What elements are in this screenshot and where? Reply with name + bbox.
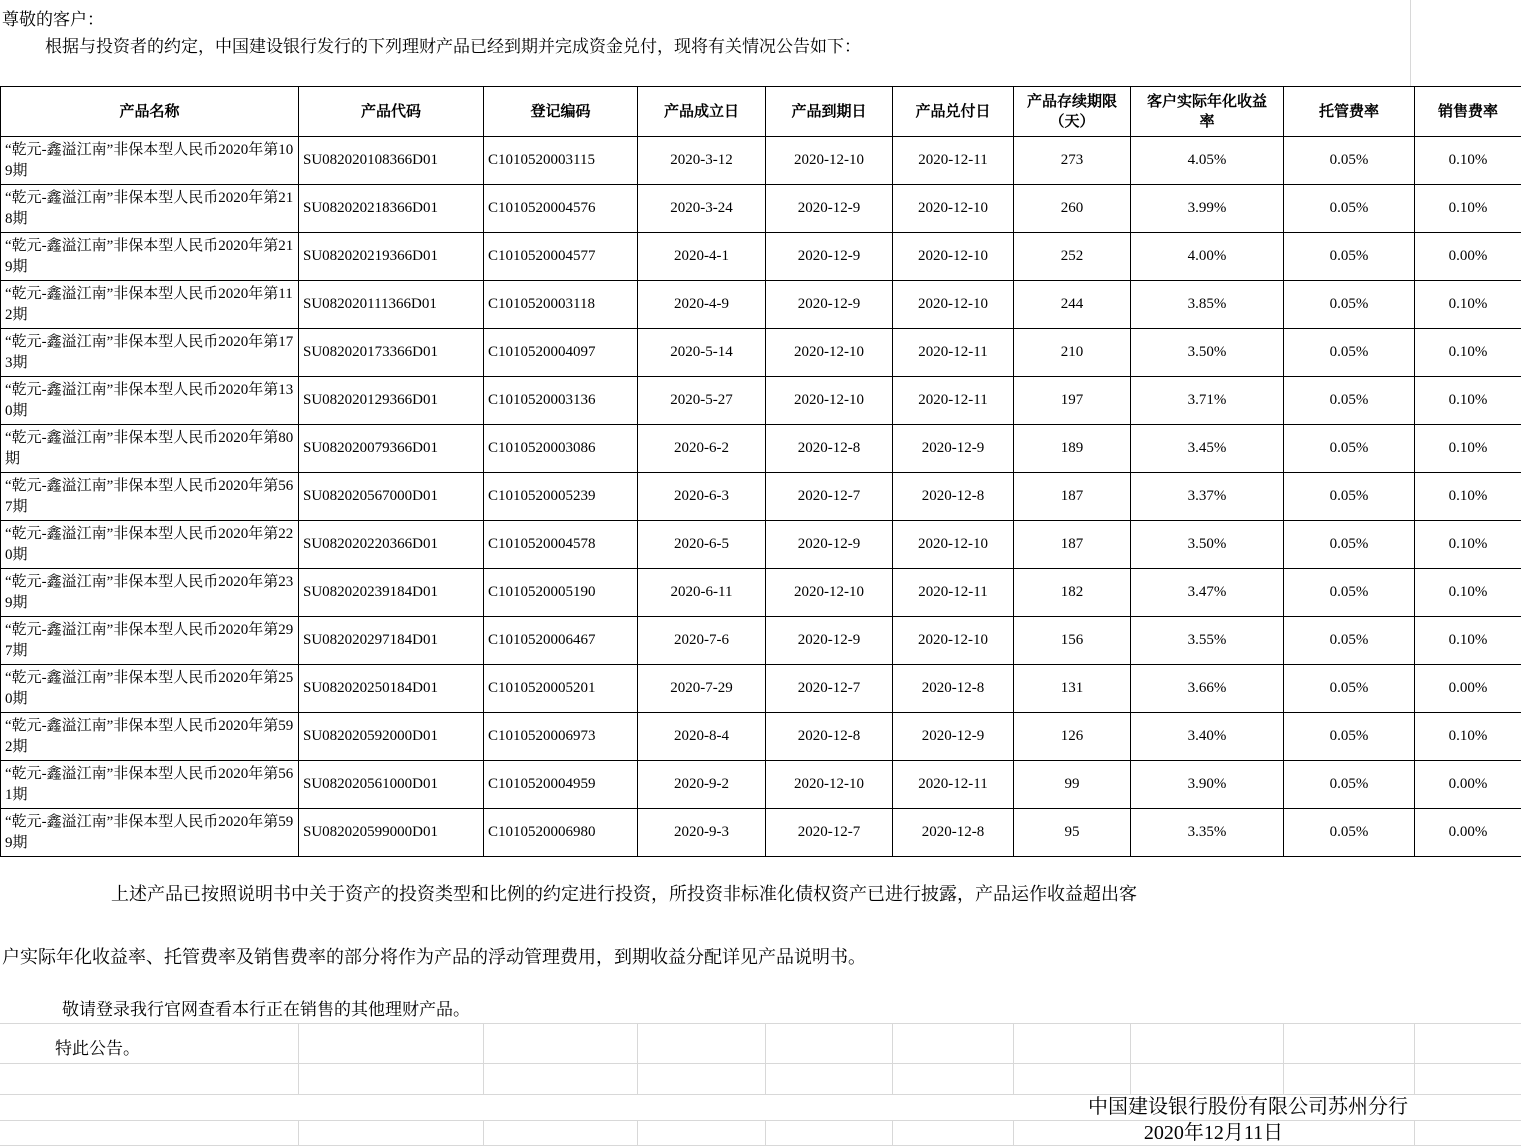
table-cell: 2020-12-9 — [766, 233, 893, 281]
table-cell: C1010520006980 — [484, 809, 638, 857]
table-cell: “乾元-鑫溢江南”非保本型人民币2020年第220期 — [1, 521, 299, 569]
table-cell: SU082020239184D01 — [299, 569, 484, 617]
table-cell: 2020-12-11 — [893, 137, 1014, 185]
table-cell: 0.10% — [1415, 185, 1521, 233]
table-cell: 3.85% — [1131, 281, 1284, 329]
table-cell: 95 — [1014, 809, 1131, 857]
column-header: 产品到期日 — [766, 87, 893, 137]
grid-line — [765, 1023, 766, 1094]
table-cell: 189 — [1014, 425, 1131, 473]
table-cell: 244 — [1014, 281, 1131, 329]
table-cell: 0.05% — [1284, 761, 1415, 809]
table-cell: 0.05% — [1284, 617, 1415, 665]
table-cell: 2020-12-7 — [766, 665, 893, 713]
table-cell: 2020-3-12 — [638, 137, 766, 185]
table-cell: 2020-12-9 — [893, 713, 1014, 761]
table-cell: 2020-12-7 — [766, 473, 893, 521]
table-cell: 0.10% — [1415, 713, 1521, 761]
table-cell: 0.10% — [1415, 377, 1521, 425]
table-cell: C1010520004577 — [484, 233, 638, 281]
table-row — [1, 521, 1521, 569]
grid-line — [298, 1120, 299, 1145]
table-cell: C1010520006467 — [484, 617, 638, 665]
table-cell: C1010520004578 — [484, 521, 638, 569]
table-cell: 0.10% — [1415, 521, 1521, 569]
table-cell: “乾元-鑫溢江南”非保本型人民币2020年第561期 — [1, 761, 299, 809]
table-cell: 4.05% — [1131, 137, 1284, 185]
grid-line — [892, 1023, 893, 1094]
grid-line — [637, 1023, 638, 1094]
column-header: 登记编码 — [484, 87, 638, 137]
table-cell: 2020-7-29 — [638, 665, 766, 713]
table-cell: “乾元-鑫溢江南”非保本型人民币2020年第112期 — [1, 281, 299, 329]
table-cell: “乾元-鑫溢江南”非保本型人民币2020年第218期 — [1, 185, 299, 233]
table-row — [1, 233, 1521, 281]
table-cell: 273 — [1014, 137, 1131, 185]
table-cell: 2020-4-9 — [638, 281, 766, 329]
grid-line — [1013, 1023, 1014, 1094]
column-header: 产品存续期限（天） — [1014, 87, 1131, 137]
table-cell: 2020-9-2 — [638, 761, 766, 809]
table-cell: SU082020592000D01 — [299, 713, 484, 761]
table-cell: 187 — [1014, 521, 1131, 569]
table-cell: 0.10% — [1415, 617, 1521, 665]
table-cell: 2020-12-10 — [766, 377, 893, 425]
table-row — [1, 809, 1521, 857]
table-cell: 2020-12-10 — [893, 521, 1014, 569]
table-row — [1, 185, 1521, 233]
table-row — [1, 425, 1521, 473]
table-cell: 3.50% — [1131, 521, 1284, 569]
table-cell: C1010520003115 — [484, 137, 638, 185]
table-cell: C1010520005239 — [484, 473, 638, 521]
table-cell: 3.90% — [1131, 761, 1284, 809]
table-cell: 2020-6-2 — [638, 425, 766, 473]
table-cell: 0.10% — [1415, 137, 1521, 185]
table-cell: 126 — [1014, 713, 1131, 761]
table-cell: SU082020220366D01 — [299, 521, 484, 569]
table-cell: 2020-12-10 — [893, 617, 1014, 665]
table-cell: C1010520004576 — [484, 185, 638, 233]
table-row — [1, 569, 1521, 617]
table-cell: 2020-7-6 — [638, 617, 766, 665]
table-row — [1, 281, 1521, 329]
table-cell: 2020-12-9 — [766, 281, 893, 329]
table-cell: SU082020219366D01 — [299, 233, 484, 281]
table-cell: SU082020599000D01 — [299, 809, 484, 857]
table-cell: 0.10% — [1415, 281, 1521, 329]
table-cell: 3.66% — [1131, 665, 1284, 713]
table-cell: 0.05% — [1284, 137, 1415, 185]
table-cell: 2020-12-10 — [893, 185, 1014, 233]
table-cell: 2020-12-11 — [893, 377, 1014, 425]
grid-line — [765, 1120, 766, 1145]
table-cell: 2020-12-11 — [893, 569, 1014, 617]
grid-line — [1414, 1023, 1415, 1094]
column-header: 销售费率 — [1415, 87, 1521, 137]
table-row — [1, 137, 1521, 185]
table-row — [1, 713, 1521, 761]
table-cell: “乾元-鑫溢江南”非保本型人民币2020年第239期 — [1, 569, 299, 617]
table-cell: 2020-12-10 — [893, 281, 1014, 329]
column-header: 托管费率 — [1284, 87, 1415, 137]
table-cell: 3.99% — [1131, 185, 1284, 233]
table-cell: 187 — [1014, 473, 1131, 521]
note-line-4: 特此公告。 — [55, 1039, 140, 1058]
table-cell: C1010520003136 — [484, 377, 638, 425]
table-cell: C1010520004959 — [484, 761, 638, 809]
table-cell: 0.05% — [1284, 521, 1415, 569]
table-cell: 3.47% — [1131, 569, 1284, 617]
table-cell: 99 — [1014, 761, 1131, 809]
table-cell: 3.55% — [1131, 617, 1284, 665]
table-cell: “乾元-鑫溢江南”非保本型人民币2020年第109期 — [1, 137, 299, 185]
grid-line — [1283, 1023, 1284, 1094]
table-cell: SU082020108366D01 — [299, 137, 484, 185]
table-cell: 2020-12-10 — [893, 233, 1014, 281]
grid-line — [0, 1023, 1521, 1024]
table-cell: C1010520005201 — [484, 665, 638, 713]
table-cell: 2020-12-8 — [766, 713, 893, 761]
table-cell: “乾元-鑫溢江南”非保本型人民币2020年第297期 — [1, 617, 299, 665]
table-header-row — [1, 87, 1521, 137]
table-cell: “乾元-鑫溢江南”非保本型人民币2020年第173期 — [1, 329, 299, 377]
grid-line — [0, 1063, 1521, 1064]
grid-line — [298, 1023, 299, 1094]
table-cell: 2020-4-1 — [638, 233, 766, 281]
table-cell: 0.05% — [1284, 281, 1415, 329]
table-cell: 2020-5-14 — [638, 329, 766, 377]
table-row — [1, 377, 1521, 425]
table-cell: SU082020561000D01 — [299, 761, 484, 809]
table-cell: 197 — [1014, 377, 1131, 425]
table-row — [1, 329, 1521, 377]
column-header: 产品兑付日 — [893, 87, 1014, 137]
table-cell: SU082020079366D01 — [299, 425, 484, 473]
table-cell: 2020-12-10 — [766, 569, 893, 617]
table-cell: 2020-12-9 — [893, 425, 1014, 473]
footer-company: 中国建设银行股份有限公司苏州分行 — [1088, 1096, 1408, 1118]
table-cell: 2020-9-3 — [638, 809, 766, 857]
column-header: 客户实际年化收益率 — [1131, 87, 1284, 137]
table-cell: 252 — [1014, 233, 1131, 281]
note-line-3: 敬请登录我行官网查看本行正在销售的其他理财产品。 — [62, 1000, 470, 1019]
table-cell: 0.05% — [1284, 329, 1415, 377]
table-cell: C1010520004097 — [484, 329, 638, 377]
grid-line — [483, 1120, 484, 1145]
table-cell: 260 — [1014, 185, 1131, 233]
table-cell: C1010520003118 — [484, 281, 638, 329]
table-cell: 2020-12-8 — [893, 665, 1014, 713]
table-cell: 156 — [1014, 617, 1131, 665]
column-header: 产品名称 — [1, 87, 299, 137]
table-cell: 3.50% — [1131, 329, 1284, 377]
table-cell: 2020-12-10 — [766, 137, 893, 185]
table-cell: 0.10% — [1415, 425, 1521, 473]
table-cell: 2020-6-11 — [638, 569, 766, 617]
table-cell: 3.71% — [1131, 377, 1284, 425]
table-row — [1, 473, 1521, 521]
table-cell: SU082020297184D01 — [299, 617, 484, 665]
table-cell: 2020-12-9 — [766, 185, 893, 233]
table-cell: 4.00% — [1131, 233, 1284, 281]
table-cell: SU082020250184D01 — [299, 665, 484, 713]
table-cell: 0.00% — [1415, 761, 1521, 809]
table-cell: 0.05% — [1284, 425, 1415, 473]
grid-line — [483, 1023, 484, 1094]
table-row — [1, 665, 1521, 713]
table-cell: 182 — [1014, 569, 1131, 617]
grid-line — [1410, 0, 1411, 86]
table-cell: 0.05% — [1284, 569, 1415, 617]
table-cell: 2020-12-8 — [893, 473, 1014, 521]
table-cell: “乾元-鑫溢江南”非保本型人民币2020年第599期 — [1, 809, 299, 857]
footer-date: 2020年12月11日 — [1143, 1122, 1284, 1144]
table-cell: 3.35% — [1131, 809, 1284, 857]
table-cell: 2020-12-8 — [766, 425, 893, 473]
table-cell: 0.00% — [1415, 809, 1521, 857]
table-cell: 210 — [1014, 329, 1131, 377]
table-cell: 0.00% — [1415, 233, 1521, 281]
table-cell: C1010520006973 — [484, 713, 638, 761]
table-cell: 0.10% — [1415, 473, 1521, 521]
table-cell: 3.40% — [1131, 713, 1284, 761]
note-line-1: 上述产品已按照说明书中关于资产的投资类型和比例的约定进行投资，所投资非标准化债权资产已进行披露，产品运作收益超出客 — [111, 884, 1137, 904]
table-cell: 0.05% — [1284, 665, 1415, 713]
table-cell: “乾元-鑫溢江南”非保本型人民币2020年第130期 — [1, 377, 299, 425]
table-cell: 2020-12-9 — [766, 617, 893, 665]
table-cell: 3.45% — [1131, 425, 1284, 473]
table-cell: “乾元-鑫溢江南”非保本型人民币2020年第592期 — [1, 713, 299, 761]
table-cell: “乾元-鑫溢江南”非保本型人民币2020年第567期 — [1, 473, 299, 521]
table-cell: 2020-6-3 — [638, 473, 766, 521]
table-cell: 0.05% — [1284, 185, 1415, 233]
table-cell: SU082020173366D01 — [299, 329, 484, 377]
table-cell: 0.10% — [1415, 569, 1521, 617]
table-cell: SU082020567000D01 — [299, 473, 484, 521]
table-cell: SU082020111366D01 — [299, 281, 484, 329]
table-cell: 0.00% — [1415, 665, 1521, 713]
table-cell: 0.05% — [1284, 809, 1415, 857]
table-cell: 0.10% — [1415, 329, 1521, 377]
table-cell: 3.37% — [1131, 473, 1284, 521]
table-row — [1, 761, 1521, 809]
table-cell: 0.05% — [1284, 233, 1415, 281]
table-cell: 2020-8-4 — [638, 713, 766, 761]
table-cell: C1010520003086 — [484, 425, 638, 473]
table-cell: 2020-12-11 — [893, 329, 1014, 377]
table-cell: 2020-3-24 — [638, 185, 766, 233]
grid-line — [892, 1120, 893, 1145]
table-cell: 2020-12-7 — [766, 809, 893, 857]
products-table — [0, 86, 1521, 857]
table-row — [1, 617, 1521, 665]
table-cell: SU082020129366D01 — [299, 377, 484, 425]
salutation-text: 尊敬的客户： — [2, 10, 104, 29]
intro-text: 根据与投资者的约定，中国建设银行发行的下列理财产品已经到期并完成资金兑付，现将有关情况公告如下： — [45, 37, 861, 56]
column-header: 产品成立日 — [638, 87, 766, 137]
table-cell: “乾元-鑫溢江南”非保本型人民币2020年第80期 — [1, 425, 299, 473]
table-cell: 0.05% — [1284, 377, 1415, 425]
table-cell: “乾元-鑫溢江南”非保本型人民币2020年第219期 — [1, 233, 299, 281]
grid-line — [1130, 1023, 1131, 1094]
table-cell: “乾元-鑫溢江南”非保本型人民币2020年第250期 — [1, 665, 299, 713]
table-cell: 2020-12-10 — [766, 329, 893, 377]
table-cell: SU082020218366D01 — [299, 185, 484, 233]
grid-line — [637, 1120, 638, 1145]
note-line-2: 户实际年化收益率、托管费率及销售费率的部分将作为产品的浮动管理费用，到期收益分配详见产品说明书。 — [2, 947, 866, 967]
column-header: 产品代码 — [299, 87, 484, 137]
table-cell: 0.05% — [1284, 713, 1415, 761]
table-cell: 2020-12-11 — [893, 761, 1014, 809]
table-cell: 2020-5-27 — [638, 377, 766, 425]
table-cell: 0.05% — [1284, 473, 1415, 521]
table-cell: 131 — [1014, 665, 1131, 713]
table-cell: C1010520005190 — [484, 569, 638, 617]
table-cell: 2020-12-9 — [766, 521, 893, 569]
table-cell: 2020-12-10 — [766, 761, 893, 809]
grid-line — [1414, 1120, 1415, 1145]
table-cell: 2020-6-5 — [638, 521, 766, 569]
table-cell: 2020-12-8 — [893, 809, 1014, 857]
